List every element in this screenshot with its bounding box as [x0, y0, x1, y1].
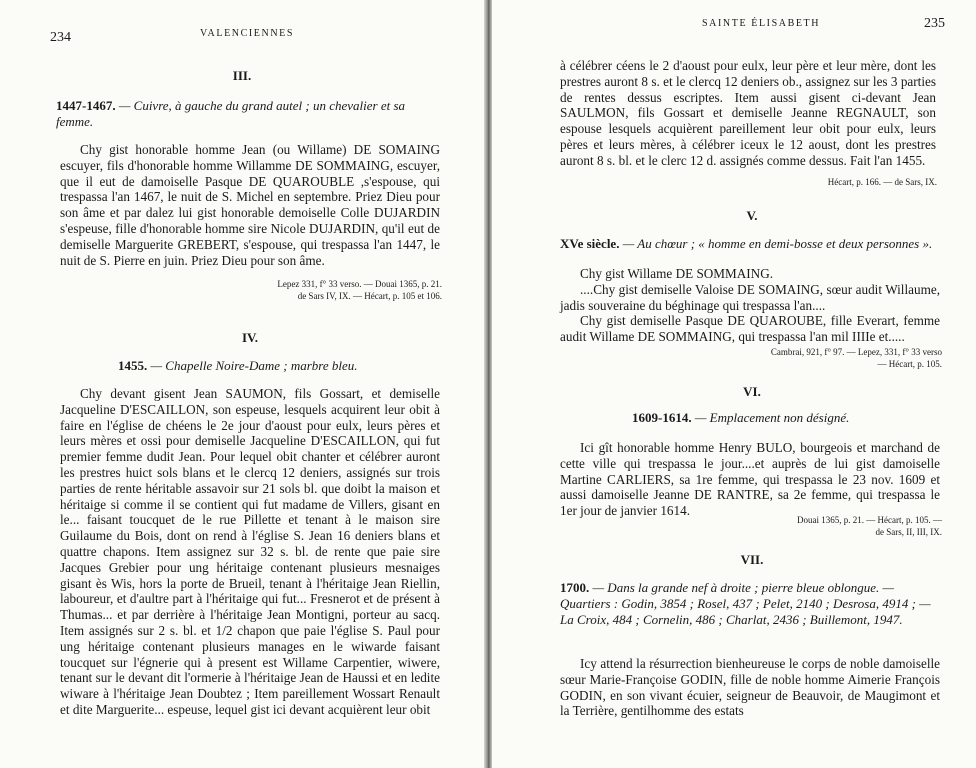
heading-date: 1700. — [560, 580, 590, 595]
section-numeral: III. — [232, 68, 252, 83]
heading-date: XVe siècle. — [560, 236, 620, 251]
heading-text: — Chapelle Noire-Dame ; marbre bleu. — [147, 358, 358, 373]
book-gutter — [484, 0, 492, 768]
left-page — [0, 0, 484, 768]
inscription-text: Chy devant gisent Jean SAUMON, fils Gossart, et demiselle Jacqueline D'ESCAILLON, son espeuse, lesquels acquirent leur obit à faire en l'église de chéens le 2e jour d'aoust pour eulx, leurs pères et leurs mères et ossi pour demiselle Jacqueline D'ESCAILLON, qui fut premier femme dudit Jean. Pour lequel obit chanter et célébrer auront les prestres huict sols blans et le clercq 12 deniers, assignés sur trois parties de rente héritable assavoir sur 21 sols bl. que doibt la maison et héritaige si comme il se contient qui fut madame de Villers, gisant en le... faisant toucquet de le rue Pillette et tenant à le maison sire Guilaume du Bois, dont on rend à l'église S. Jean 16 deniers blans et quattre chapons. Item assignez sur 32 s. bl. de rente que paie sire Jacques Grebier pour ung héritaige contenant plusieurs mesnaiges gisant ès Wis, hors la porte de Brueil, tenant à l'héritaige Jean Riellin, laboureur, et d'aultre part à l'héritaige qui fut... Fresnerot et de présent à Thumas... et par derrière à l'héritaige Jean Montigni, porteur au sacq. Item assignés sur 2 s. bl. et 1/2 chapon que paie l'église S. Paul pour ung héritaige contenant plusieurs manages en le wiwarde faisant toucquet sur l'égnerie qui à present est Willame Carpentier, wiwere, tenant sur le devant dit l'ormerie à l'héritaige Jean de Haussi et en ledite wiware à l'héritaige Jean Doubtez ; Item pareillement Wossart Renault et dite Marguerite... espeuse, lequel gist ici devant acquièrent leur obit — [60, 386, 440, 717]
heading-text: — Cuivre, à gauche du grand autel ; un chevalier et sa femme. — [56, 98, 406, 129]
section-numeral: VII. — [740, 552, 764, 567]
section-numeral: V. — [746, 208, 758, 223]
section-numeral: IV. — [241, 330, 259, 345]
right-page — [492, 0, 976, 768]
heading-text: — Dans la grande nef à droite ; pierre bleue oblongue. — Quartiers : Godin, 3854 ; Rosel, 437 ; Pelet, 2140 ; Desrosa, 4914 ; — La Croix, 484 ; Cornelin, 486 ; Charlat, 2436 ; Buillemont, 1947. — [560, 580, 931, 627]
running-head: SAINTE ÉLISABETH — [702, 18, 821, 29]
source-citation: de Sars, II, III, IX. — [875, 527, 942, 537]
inscription-line: Chy gist demiselle Pasque DE QUAROUBE, fille Everart, femme audit Willame DE SOMMAING, qui trespassa l'an mil IIIIe et..... — [560, 313, 940, 345]
section-heading — [560, 236, 950, 252]
page-number: 235 — [924, 16, 945, 31]
page-number: 234 — [50, 30, 71, 45]
source-citation: Douai 1365, p. 21. — Hécart, p. 105. — — [797, 515, 942, 525]
heading-text: — Emplacement non désigné. — [691, 410, 850, 425]
section-heading — [118, 358, 448, 374]
inscription-line: Chy gist Willame DE SOMMAING. — [580, 266, 774, 281]
section-heading — [56, 98, 441, 130]
continuation-text: à célébrer céens le 2 d'aoust pour eulx, leur père et leur mère, dont les prestres auront 8 s. et le clercq 12 deniers ob., assignez sur les 3 parties de rentes dessus escriptes. Item aussi gisent ci-devant Jean SAULMON, fils Gossart et demiselle Jeanne REGNAULT, son espouse lesquels acquièrent pareillement leur obit pour eulx, leurs pères et leurs mères, à célébrer iceux le 12 aoust, dont les prestres auront 8 s. bl. et le clerc 12 d. assignés comme dessus. Fait l'an 1455. — [560, 58, 936, 168]
inscription-line: ....Chy gist demiselle Valoise DE SOMAING, sœur audit Willaume, jadis souveraine du béghinage qui trespassa l'an.... — [560, 281, 940, 313]
source-citation: de Sars IV, IX. — Hécart, p. 105 et 106. — [297, 291, 442, 301]
section-heading — [632, 410, 932, 426]
section-numeral: VI. — [743, 384, 761, 399]
inscription-text: Ici gît honorable homme Henry BULO, bourgeois et marchand de cette ville qui trespassa le jour....et auprès de lui gist damoiselle Martine CARLIERS, sa 1re femme, qui trespassa le 23 nov. 1609 et aussi damoiselle Jeanne DE RANTRE, sa 2e femme, qui trespassa le 1er jour de janvier 1614. — [560, 440, 940, 519]
running-head: VALENCIENNES — [200, 28, 295, 39]
inscription-text: Chy gist honorable homme Jean (ou Willame) DE SOMAING escuyer, fils d'honorable homme Willamme DE SOMMAING, escuyer, que il eut de damoiselle Pasque DE QUAROUBLE ,s'espouse, qui trespassa l'an 1467, le nuit de S. Michel en septembre. Priez Dieu pour son âme et par dalez lui gist honorable demoiselle Colle DUJARDIN s'espeuse, fille d'honorable homme sire Nicole DUJARDIN, qu'il eut de demiselle Marguerite GREBERT, s'espouse, qui trespassa l'an 1447, le nuit de S. Pierre en juin. Priez Dieu pour son âme. — [60, 142, 440, 268]
heading-date: 1455. — [118, 358, 148, 373]
source-citation: Cambrai, 921, f° 97. — Lepez, 331, f° 33 verso — [770, 347, 942, 357]
section-heading — [560, 580, 940, 628]
heading-text: — Au chœur ; « homme en demi-bosse et deux personnes ». — [619, 236, 933, 251]
inscription-text: Icy attend la résurrection bienheureuse le corps de noble damoiselle sœur Marie-Françoise GODIN, fille de noble homme Aimerie François GODIN, en son vivant écuier, seigneur de Beauvoir, de Maugimont et la Terrière, gentilhomme des estats — [560, 656, 940, 719]
heading-date: 1447-1467. — [56, 98, 116, 113]
source-citation: — Hécart, p. 105. — [877, 359, 942, 369]
heading-date: 1609-1614. — [632, 410, 692, 425]
source-citation: Hécart, p. 166. — de Sars, IX. — [827, 177, 937, 187]
source-citation: Lepez 331, f° 33 verso. — Douai 1365, p. 21. — [277, 279, 442, 289]
